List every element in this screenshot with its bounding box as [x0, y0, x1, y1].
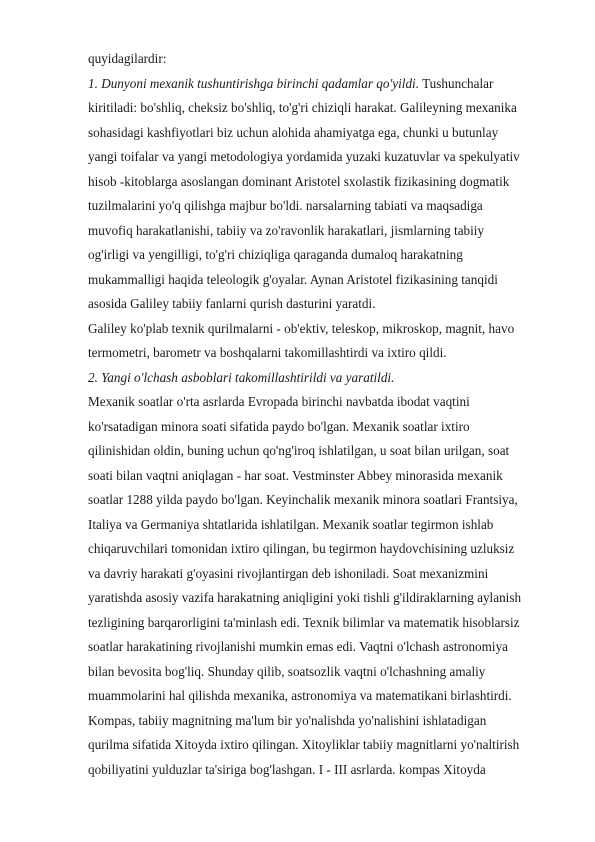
body-text: og'irligi va yengilligi, to'g'ri chiziqliga qaraganda dumaloq harakatning [88, 247, 463, 262]
text-line [88, 562, 558, 587]
body-text: termometri, barometr va boshqalarni takomillashtirdi va ixtiro qildi. [88, 345, 447, 360]
text-line [88, 537, 558, 562]
text-line [88, 243, 558, 268]
text-line [88, 709, 558, 734]
text-line [88, 586, 558, 611]
body-text: va davriy harakati g'oyasini rivojlantirgan deb ishoniladi. Soat mexanizmini [88, 565, 489, 581]
text-line [88, 684, 558, 709]
body-text: chiqaruvchilari tomonidan ixtiro qilingan, bu tegirmon haydovchisining uzluksiz [88, 541, 515, 556]
text-line [88, 513, 558, 538]
text-line [88, 660, 558, 685]
text-line [88, 145, 558, 170]
body-text: yaratishda asosiy vazifa harakatning aniqligini yoki tishli g'ildiraklarning aylanish [88, 590, 522, 605]
text-line [88, 219, 558, 244]
text-line [88, 390, 558, 415]
body-text: sohasidagi kashfiyotlari biz uchun alohida ahamiyatga ega, chunki u butunlay [88, 124, 499, 140]
body-text: Tushunchalar [419, 75, 494, 91]
text-line [88, 366, 558, 391]
text-line [88, 96, 558, 121]
section-heading-text: 2. Yangi o'lchash asboblari takomillashtirildi va yaratildi. [88, 369, 395, 385]
text-line [88, 292, 558, 317]
body-text: Galiley ko'plab texnik qurilmalarni - ob'ektiv, teleskop, mikroskop, magnit, havo [88, 320, 515, 336]
text-line [88, 121, 558, 146]
body-text: soati bilan vaqtni aniqlagan - har soat. Vestminster Abbey minorasida mexanik [88, 467, 503, 483]
text-line [88, 635, 558, 660]
document-body [88, 47, 558, 782]
body-text: kiritiladi: bo'shliq, cheksiz bo'shliq, to'g'ri chiziqli harakat. Galileyning mexanika [88, 100, 517, 115]
section-heading-text: 1. Dunyoni mexanik tushuntirishga birinchi qadamlar qo'yildi. [88, 75, 420, 91]
body-text: mukammalligi haqida teleologik g'oyalar. Aynan Aristotel fizikasining tanqidi [88, 271, 498, 287]
text-line [88, 488, 558, 513]
text-line [88, 47, 558, 72]
body-text: ko'rsatadigan minora soati sifatida paydo bo'lgan. Mexanik soatlar ixtiro [88, 418, 470, 434]
body-text: Kompas, tabiiy magnitning ma'lum bir yo'nalishda yo'nalishini ishlatadigan [88, 712, 487, 728]
text-line [88, 170, 558, 195]
text-line [88, 464, 558, 489]
body-text: qobiliyatini yulduzlar ta'siriga bog'lashgan. I - III asrlarda. kompas Xitoyda [88, 761, 486, 777]
text-line [88, 733, 558, 758]
body-text: muvofiq harakatlanishi, tabiiy va zo'ravonlik harakatlari, jismlarning tabiiy [88, 222, 485, 238]
text-line [88, 439, 558, 464]
text-line [88, 415, 558, 440]
text-line [88, 758, 558, 783]
body-text: muammolarini hal qilishda mexanika, astronomiya va matematikani birlashtirdi. [88, 688, 512, 703]
text-line [88, 341, 558, 366]
body-text: Mexanik soatlar o'rta asrlarda Evropada birinchi navbatda ibodat vaqtini [88, 394, 470, 409]
body-text: qilinishidan oldin, buning uchun qo'ng'iroq ishlatilgan, u soat bilan urilgan, soat [88, 443, 510, 458]
text-line [88, 72, 558, 97]
body-text: quyidagilardir: [88, 51, 167, 66]
body-text: asosida Galiley tabiiy fanlarni qurish dasturini yaratdi. [88, 296, 376, 311]
body-text: tezligining barqarorligini ta'minlash edi. Texnik bilimlar va matematik hisoblarsiz [88, 614, 520, 630]
body-text: yangi toifalar va yangi metodologiya yordamida yuzaki kuzatuvlar va spekulyativ [88, 149, 520, 164]
text-line [88, 194, 558, 219]
body-text: Italiya va Germaniya shtatlarida ishlatilgan. Mexanik soatlar tegirmon ishlab [88, 516, 494, 532]
body-text: bilan bevosita bog'liq. Shunday qilib, soatsozlik vaqtni o'lchashning amaliy [88, 663, 486, 679]
body-text: soatlar 1288 yilda paydo bo'lgan. Keyinchalik mexanik minora soatlari Frantsiya, [88, 492, 518, 507]
text-line [88, 317, 558, 342]
text-line [88, 268, 558, 293]
body-text: hisob -kitoblarga asoslangan dominant Aristotel sxolastik fizikasining dogmatik [88, 173, 510, 189]
body-text: soatlar harakatining rivojlanishi mumkin emas edi. Vaqtni o'lchash astronomiya [88, 639, 509, 654]
body-text: qurilma sifatida Xitoyda ixtiro qilingan. Xitoyliklar tabiiy magnitlarni yo'naltirish [88, 737, 520, 752]
body-text: tuzilmalarini yo'q qilishga majbur bo'ldi. narsalarning tabiati va maqsadiga [88, 198, 483, 213]
text-line [88, 611, 558, 636]
